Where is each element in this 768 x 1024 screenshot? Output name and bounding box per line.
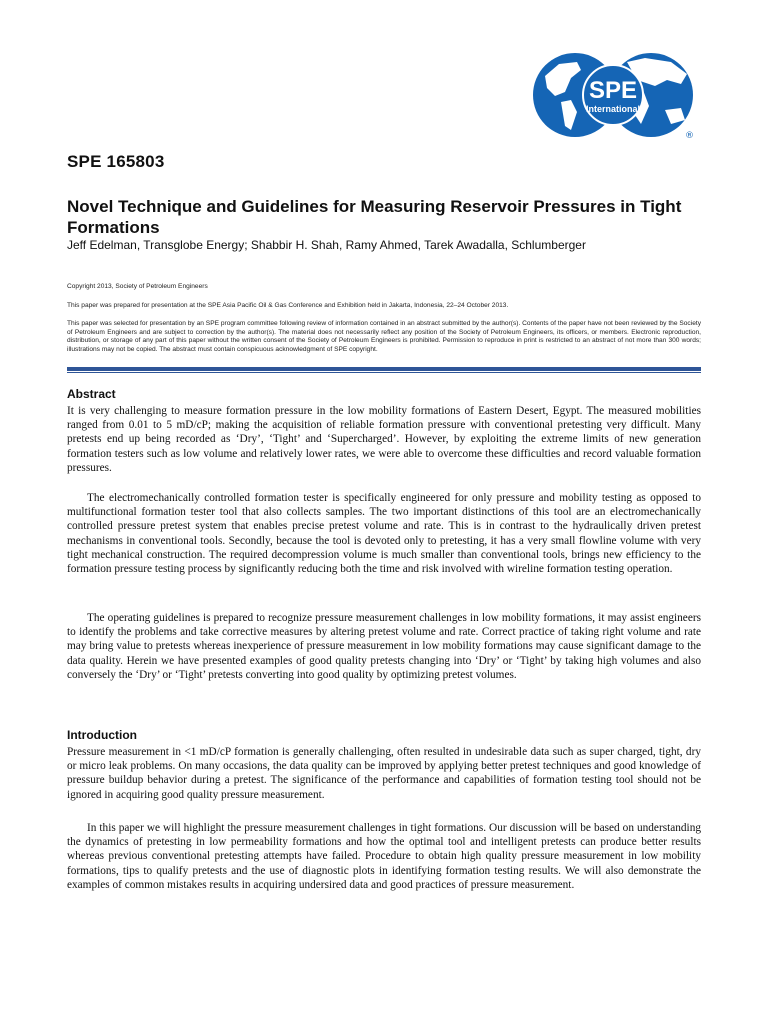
introduction-paragraph-1: Pressure measurement in <1 mD/cP formation is generally challenging, often resulted in undesirable data such as super charged, tight, dry or micro leak problems. On many occasions, the data quality can be improved by applying better pretest techniques and good knowledge of pressure buildup behavior during a pretest. The significance of the performance and capabilities of formation testing tool should not be ignored in acquiring good quality pressure measurement. [67,746,701,801]
abstract-paragraph-3: The operating guidelines is prepared to recognize pressure measurement challenges in low mobility formations, it may assist engineers to identify the problems and take corrective measures by altering pretest volume and rate. Correct practice of taking right volume and rate may bring value to pretests whereas inexperience of pressure measurement in low mobility formations may cause significant damage to the data quality. Herein we have presented examples of good quality pretests changing into ‘Dry’ or ‘Tight’ by taking high volumes and also conversely the ‘Dry’ or ‘Tight’ pretests converting into good quality by optimizing pretest volumes. [67,612,701,681]
paper-authors: Jeff Edelman, Transglobe Energy; Shabbir H. Shah, Ramy Ahmed, Tarek Awadalla, Schlumberger [67,238,586,252]
paper-title: Novel Technique and Guidelines for Measuring Reservoir Pressures in Tight Formations [67,197,682,237]
selection-notice: This paper was selected for presentation by an SPE program committee following review of information contained in an abstract submitted by the author(s). Contents of the paper have not been reviewed by the Society of Petroleum Engineers and are subject to correction by the author(s). The material does not necessarily reflect any position of the Society of Petroleum Engineers, its officers, or members. Electronic reproduction, distribution, or storage of any part of this paper without the written consent of the Society of Petroleum Engineers is prohibited. Permission to reproduce in print is restricted to an abstract of not more than 300 words; illustrations may not be copied. The abstract must contain conspicuous acknowledgment of SPE copyright. [67,320,701,353]
paper-number: SPE 165803 [67,152,165,171]
abstract-paragraph-2: The electromechanically controlled formation tester is specifically engineered for only pressure and mobility testing as opposed to multifunctional formation tester tool that also collects samples. The two important distinctions of this tool are an electromechanically controlled pressure pretest system that enables precise pretest volume and rate. This is in contrast to the hydraulically driven pretest mechanisms in conventional tools. Secondly, because the tool is devoted only to pretesting, it has a very small flowline volume with very tight mechanical construction. The required decompression volume is much smaller than conventional tools, brings new efficiency to the formation pressure testing process by significantly reducing both the time and risk involved with wireline formation testing operation. [67,492,701,576]
abstract-paragraph-1: It is very challenging to measure formation pressure in the low mobility formations of Eastern Desert, Egypt. The measured mobilities ranged from 0.01 to 5 mD/cP; making the acquisition of reliable formation pressure with conventional pretesting very difficult. Many pretests end up being recorded as ‘Dry’, ‘Tight’ and ‘Supercharged’. However, by exploiting the extreme limits of new generation formation testers such as low volume and relatively lower rates, we were able to overcome these difficulties and record valuable formation pressures. [67,405,701,474]
header-divider-thin [67,372,701,373]
introduction-heading: Introduction [67,728,137,742]
presentation-note: This paper was prepared for presentation at the SPE Asia Pacific Oil & Gas Conference and Exhibition held in Jakarta, Indonesia, 22–24 October 2013. [67,302,509,309]
header-divider [67,367,701,371]
abstract-heading: Abstract [67,387,116,401]
introduction-paragraph-2: In this paper we will highlight the pressure measurement challenges in tight formations. Our discussion will be based on understanding the dynamics of pretesting in low permeability formations and how the optimal tool and intelligent pretests can produce better results whereas previous conventional pretesting attempts have failed. Procedure to obtain high quality pressure measurement in low mobility formations, tips to qualify pretests and the use of diagnostic plots in identifying formation testing results. We will also demonstrate the examples of common mistakes results in acquiring undersired data and good practices of pressure measurement. [67,822,701,891]
logo-main-text: SPE [588,77,638,104]
logo-registered-mark: ® [685,131,694,140]
copyright-line: Copyright 2013, Society of Petroleum Engineers [67,283,208,290]
spe-international-logo [531,50,696,140]
logo-sub-text: International [585,104,641,114]
